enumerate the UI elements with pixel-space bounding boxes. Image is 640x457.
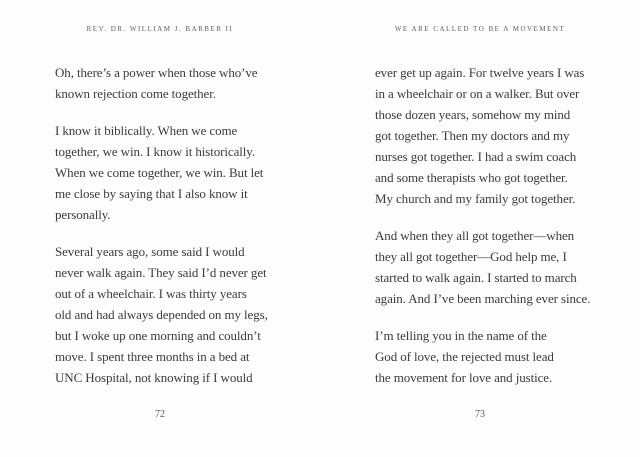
body-text-line: I know it biblically. When we come [55,123,238,138]
page-number-right: 73 [475,409,485,420]
body-text-line: move. I spent three months in a bed at [55,349,250,364]
body-text-line: and some therapists who got together. [375,170,568,185]
body-text-line: UNC Hospital, not knowing if I would [55,370,253,385]
body-text-line: And when they all got together—when [375,228,575,243]
body-text-line: started to walk again. I started to march [375,270,577,285]
paragraph [375,325,590,388]
body-text-line: me close by saying that I also know it [55,186,248,201]
body-text-line: Several years ago, some said I would [55,244,245,259]
body-text-line: nurses got together. I had a swim coach [375,149,577,164]
right-page [320,0,640,457]
paragraph [55,120,270,225]
paragraph [55,62,270,104]
right-page-text-block [375,62,590,404]
body-text-line: When we come together, we win. But let [55,165,264,180]
body-text-line: personally. [55,207,111,222]
paragraph [375,62,590,209]
body-text-line: My church and my family got together. [375,191,576,206]
body-text-line: old and had always depended on my legs, [55,307,268,322]
page-number-left: 72 [155,409,165,420]
body-text-line: they all got together—God help me, I [375,249,567,264]
body-text-line: I’m telling you in the name of the [375,328,547,343]
body-text-line: out of a wheelchair. I was thirty years [55,286,247,301]
body-text-line: God of love, the rejected must lead [375,349,554,364]
body-text-line: got together. Then my doctors and my [375,128,570,143]
body-text-line: but I woke up one morning and couldn’t [55,328,261,343]
paragraph [55,241,270,388]
running-header-left: REV. DR. WILLIAM J. BARBER II [86,25,234,33]
body-text-line: in a wheelchair or on a walker. But over [375,86,580,101]
body-text-line: together, we win. I know it historically. [55,144,255,159]
body-text-line: never walk again. They said I’d never get [55,265,267,280]
body-text-line: known rejection come together. [55,86,216,101]
running-header-right: WE ARE CALLED TO BE A MOVEMENT [394,25,566,33]
left-page-text-block [55,62,270,404]
body-text-line: ever get up again. For twelve years I was [375,65,585,80]
body-text-line: those dozen years, somehow my mind [375,107,571,122]
body-text-line: again. And I’ve been marching ever since. [375,291,591,306]
body-text-line: Oh, there’s a power when those who’ve [55,65,258,80]
paragraph [375,225,590,309]
body-text-line: the movement for love and justice. [375,370,553,385]
